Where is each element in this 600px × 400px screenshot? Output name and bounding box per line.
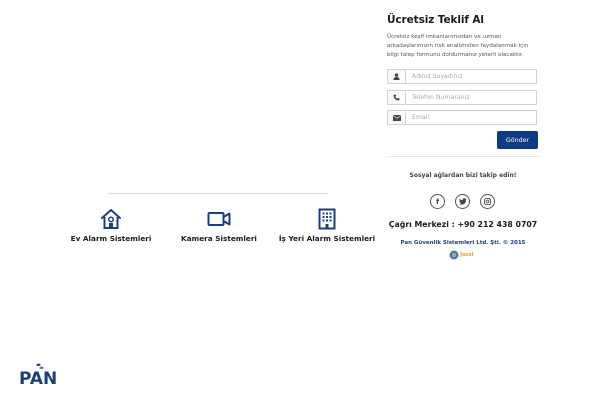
phone-field	[387, 90, 537, 105]
call-center: Çağrı Merkezi : +90 212 438 0707	[388, 220, 538, 229]
service-label: Kamera Sistemleri	[181, 234, 257, 243]
copyright: Pan Güvenlik Sistemleri Ltd. Şti. © 2015	[400, 240, 526, 246]
form-description: Ücretsiz keşif imkanlarımızdan ve uzman arkadaşlarımızın risk analizinden faydalanmak için bilgi talep formunu doldurmanız yeterli olacaktır.	[387, 34, 529, 58]
envelope-icon	[388, 111, 406, 124]
video-camera-icon	[207, 208, 231, 230]
quote-form	[387, 14, 539, 144]
twitter-icon[interactable]	[455, 194, 470, 209]
developer-logo-text: Josol	[460, 251, 474, 258]
form-title: Ücretsiz Teklif Al	[387, 14, 484, 26]
facebook-icon[interactable]	[430, 194, 445, 209]
submit-button[interactable]: Gönder	[497, 131, 538, 149]
phone-icon	[388, 91, 406, 104]
instagram-icon[interactable]	[480, 194, 495, 209]
service-camera[interactable]	[178, 208, 260, 243]
phone-input[interactable]	[406, 91, 536, 104]
developer-logo-icon	[449, 250, 459, 260]
pan-logo[interactable]	[19, 362, 63, 386]
user-icon	[388, 70, 406, 83]
service-business-alarm[interactable]	[279, 208, 375, 243]
service-label: Ev Alarm Sistemleri	[70, 234, 152, 243]
service-home-alarm[interactable]	[70, 208, 152, 243]
office-building-icon	[318, 208, 336, 230]
social-links	[430, 194, 495, 209]
facebook-glyph: f	[435, 197, 440, 206]
house-icon	[100, 208, 122, 230]
pan-logo-text: PAN	[19, 369, 58, 386]
name-input[interactable]	[406, 70, 536, 83]
email-field	[387, 110, 537, 125]
services-divider	[108, 193, 328, 194]
email-input[interactable]	[406, 111, 536, 124]
service-label: İş Yeri Alarm Sistemleri	[278, 234, 376, 243]
social-title: Sosyal ağlardan bizi takip edin!	[409, 172, 517, 179]
developer-logo[interactable]	[449, 249, 479, 261]
name-field	[387, 69, 537, 84]
form-divider	[387, 156, 539, 157]
